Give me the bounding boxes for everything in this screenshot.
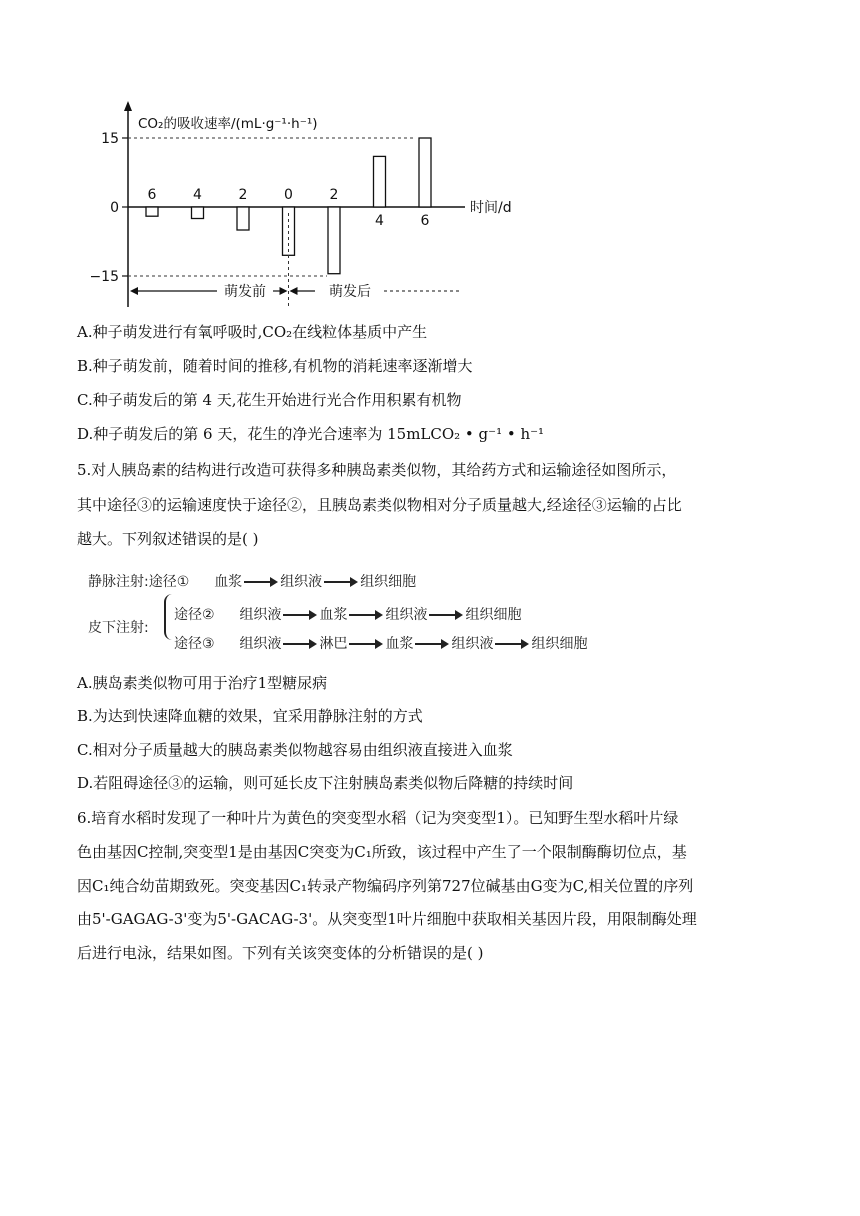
q5-option-d: D.若阻碍途径③的运输，则可延长皮下注射胰岛素类似物后降糖的持续时间 <box>77 774 574 792</box>
q4-option-d: D.种子萌发后的第 6 天，花生的净光合速率为 15mLCO₂ • g⁻¹ • h⁻¹ <box>77 425 545 443</box>
y-tick-label: −15 <box>89 269 119 285</box>
bar-category-label: 2 <box>329 187 339 203</box>
q5-stem-line-2: 其中途径③的运输速度快于途径②，且胰岛素类似物相对分子质量越大,经途径③运输的占比 <box>77 496 682 514</box>
x-axis-label: 时间/d <box>470 200 512 216</box>
arrow-icon <box>429 609 463 621</box>
bar-category-label: 6 <box>147 187 157 203</box>
q5-option-b: B.为达到快速降血糖的效果，宜采用静脉注射的方式 <box>77 707 423 725</box>
before-arrow-head-right <box>280 287 288 295</box>
q5-stem-line-3: 越大。下列叙述错误的是( ) <box>77 530 259 548</box>
route-1-node: 组织细胞 <box>360 574 417 590</box>
sc-route-3-row <box>174 634 587 654</box>
arrow-icon <box>415 638 449 650</box>
arrow-icon <box>495 638 529 650</box>
q5-stem-line-1: 5.对人胰岛素的结构进行改造可获得多种胰岛素类似物，其给药方式和运输途径如图所示， <box>77 461 677 479</box>
y-axis-label: CO₂的吸收速率/(mL·g⁻¹·h⁻¹) <box>138 116 318 132</box>
iv-label: 静脉注射: <box>88 574 149 590</box>
bar-category-label: 6 <box>420 213 430 229</box>
route-2-label: 途径② <box>174 607 215 623</box>
route-3-label: 途径③ <box>174 636 215 652</box>
bar-category-label: 0 <box>284 187 293 203</box>
arrow-icon <box>349 638 383 650</box>
q6-stem-line-3: 因C₁纯合幼苗期致死。突变基因C₁转录产物编码序列第727位碱基由G变为C,相关位置的序列 <box>77 877 694 895</box>
co2-absorption-chart <box>70 95 530 310</box>
route-3-node: 淋巴 <box>319 636 348 652</box>
period-before-label: 萌发前 <box>224 284 266 300</box>
q6-stem-line-1: 6.培育水稻时发现了一种叶片为黄色的突变型水稻（记为突变型1）。已知野生型水稻叶片绿 <box>77 809 679 827</box>
route-2-node: 组织细胞 <box>465 607 522 623</box>
route-1-node: 组织液 <box>280 574 323 590</box>
y-axis-arrow <box>124 101 132 111</box>
q6-stem-line-4: 由5'-GAGAG-3'变为5'-GACAG-3'。从突变型1叶片细胞中获取相关基因片段，用限制酶处理 <box>77 910 697 928</box>
route-3-node: 组织液 <box>451 636 494 652</box>
y-tick-label: 15 <box>101 131 119 147</box>
route-2-node: 组织液 <box>385 607 428 623</box>
q4-option-c: C.种子萌发后的第 4 天,花生开始进行光合作用积累有机物 <box>77 391 462 409</box>
arrow-icon <box>324 576 358 588</box>
period-after-label: 萌发后 <box>329 284 371 300</box>
route-2-node: 血浆 <box>319 607 348 623</box>
sc-label: 皮下注射: <box>88 620 149 636</box>
sc-route-2-row <box>174 605 521 625</box>
bar-category-label: 4 <box>375 213 384 229</box>
route-1-node: 血浆 <box>214 574 243 590</box>
bar <box>146 207 158 216</box>
injection-route-diagram <box>88 566 608 661</box>
arrow-icon <box>283 609 317 621</box>
bar-category-label: 4 <box>193 187 202 203</box>
route-3-node: 血浆 <box>385 636 414 652</box>
q4-option-a: A.种子萌发进行有氧呼吸时,CO₂在线粒体基质中产生 <box>77 323 428 341</box>
arrow-icon <box>283 638 317 650</box>
q6-stem-line-2: 色由基因C控制,突变型1是由基因C突变为C₁所致，该过程中产生了一个限制酶酶切位点，基 <box>77 843 687 861</box>
bar <box>328 207 340 274</box>
iv-route-row <box>88 572 416 592</box>
route-3-node: 组织细胞 <box>531 636 588 652</box>
route-1-label: 途径① <box>148 574 190 590</box>
bar <box>192 207 204 219</box>
bar <box>419 138 431 207</box>
bar <box>374 156 386 207</box>
y-tick-label: 0 <box>110 200 119 216</box>
q5-option-c: C.相对分子质量越大的胰岛素类似物越容易由组织液直接进入血浆 <box>77 741 513 759</box>
q5-option-a: A.胰岛素类似物可用于治疗1型糖尿病 <box>77 674 328 692</box>
arrow-icon <box>244 576 278 588</box>
bar-category-label: 2 <box>238 187 248 203</box>
arrow-icon <box>349 609 383 621</box>
route-3-node: 组织液 <box>239 636 282 652</box>
before-arrow-head <box>130 287 138 295</box>
q4-option-b: B.种子萌发前，随着时间的推移,有机物的消耗速率逐渐增大 <box>77 357 473 375</box>
bar <box>237 207 249 230</box>
route-2-node: 组织液 <box>239 607 282 623</box>
q6-stem-line-5: 后进行电泳，结果如图。下列有关该突变体的分析错误的是( ) <box>77 944 484 962</box>
